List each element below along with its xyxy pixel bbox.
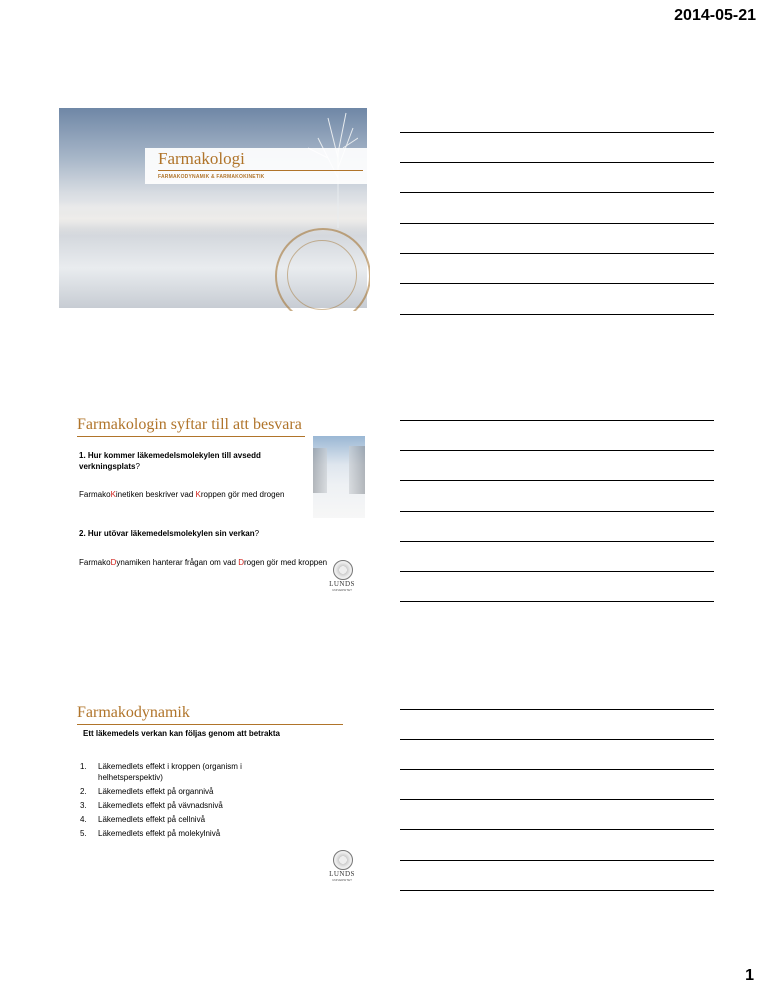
note-line: [400, 769, 714, 770]
heading-rule: [77, 724, 343, 725]
effect-levels-list: [80, 761, 298, 842]
list-item: 4. Läkemedlets effekt på cellnivå: [80, 815, 206, 824]
note-line: [400, 480, 714, 481]
note-line: [400, 162, 714, 163]
note-line: [400, 420, 714, 421]
note-line: [400, 511, 714, 512]
list-item: 2. Läkemedlets effekt på organnivå: [80, 787, 214, 796]
note-line: [400, 829, 714, 830]
intro-text: Ett läkemedels verkan kan följas genom att betrakta: [83, 729, 280, 738]
answer-1: FarmakoKinetiken beskriver vad Kroppen gör med drogen: [79, 490, 285, 499]
seal-icon: [333, 560, 353, 580]
seal-icon: [333, 850, 353, 870]
question-1: 1. Hur kommer läkemedelsmolekylen till avsedd verkningsplats?: [79, 451, 261, 471]
title-rule: [158, 170, 363, 171]
list-item: 3. Läkemedlets effekt på vävnadsnivå: [80, 801, 223, 810]
note-line: [400, 571, 714, 572]
slide-subtitle: FARMAKODYNAMIK & FARMAKOKINETIK: [158, 174, 265, 180]
slide-title-text: Farmakologi: [158, 149, 245, 168]
answer-2: FarmakoDynamiken hanterar frågan om vad Drogen gör med kroppen: [79, 558, 328, 567]
question-2: 2. Hur utövar läkemedelsmolekylen sin verkan?: [79, 529, 260, 538]
note-line: [400, 890, 714, 891]
slide-title: [53, 106, 370, 311]
note-line: [400, 541, 714, 542]
slide-purpose: [53, 410, 370, 605]
logo-wordmark: LUNDS: [329, 870, 355, 878]
heading-rule: [77, 436, 305, 437]
lund-university-logo: [327, 560, 357, 596]
note-line: [400, 799, 714, 800]
list-item: 5. Läkemedlets effekt på molekylnivå: [80, 829, 221, 838]
list-item: 1. Läkemedlets effekt i kroppen (organism i helhetsperspektiv): [80, 762, 242, 782]
logo-wordmark: LUNDS: [329, 580, 355, 588]
page-number: 1: [745, 967, 754, 984]
note-line: [400, 283, 714, 284]
note-line: [400, 450, 714, 451]
slide-heading: Farmakodynamik: [77, 704, 190, 721]
logo-subtext: UNIVERSITET: [332, 588, 352, 592]
logo-subtext: UNIVERSITET: [332, 878, 352, 882]
note-line: [400, 192, 714, 193]
note-line: [400, 223, 714, 224]
note-line: [400, 860, 714, 861]
note-line: [400, 709, 714, 710]
snowy-road-photo: [313, 436, 365, 518]
lund-university-logo: [327, 850, 357, 886]
university-seal-inner: [287, 240, 357, 310]
note-line: [400, 314, 714, 315]
note-line: [400, 739, 714, 740]
note-line: [400, 601, 714, 602]
page-date: 2014-05-21: [674, 7, 756, 24]
slide-heading: Farmakologin syftar till att besvara: [77, 416, 302, 433]
note-line: [400, 253, 714, 254]
slide-pharmacodynamics: [53, 700, 370, 890]
note-line: [400, 132, 714, 133]
